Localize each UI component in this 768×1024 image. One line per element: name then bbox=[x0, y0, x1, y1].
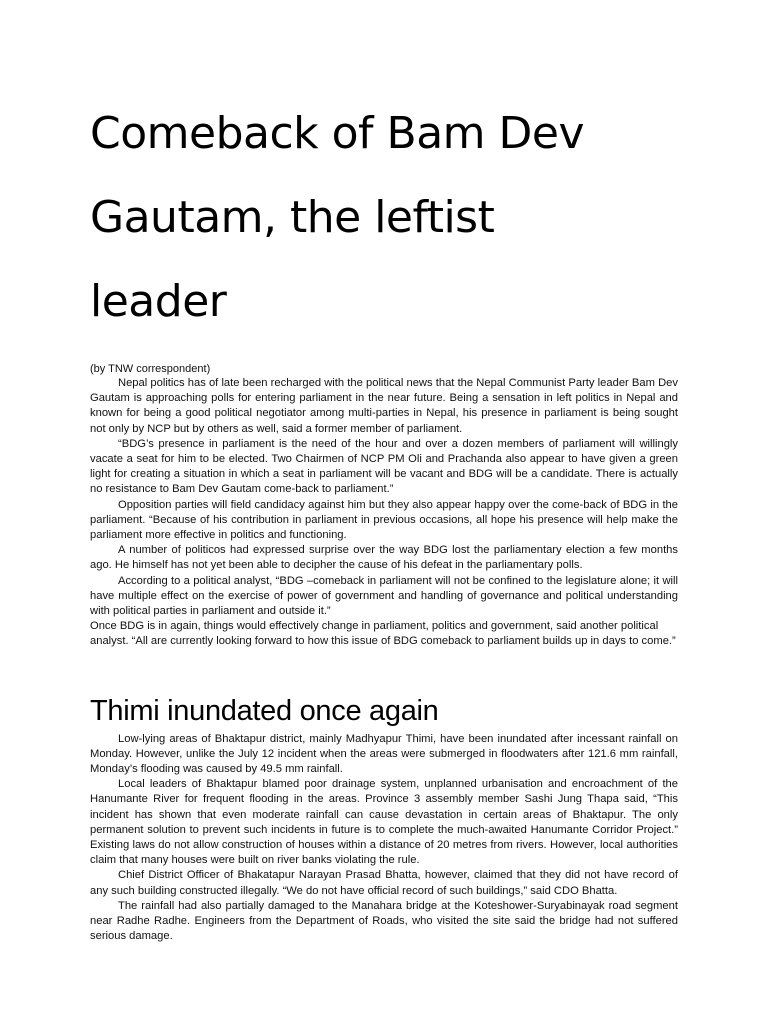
article-1-byline: (by TNW correspondent) bbox=[90, 363, 211, 375]
article-2-headline: Thimi inundated once again bbox=[90, 694, 439, 727]
article-1-paragraph-4: A number of politicos had expressed surprise over the way BDG lost the parliamentary election a few months ago. He himself has not yet been able to decipher the cause of his defeat in the parliamentary polls. bbox=[90, 544, 678, 572]
article-1-paragraph-5: According to a political analyst, “BDG –comeback in parliament will not be confined to the legislature alone; it will have multiple effect on the exercise of power of government and handling of governance and political understanding with political parties in parliament and outside it.” bbox=[90, 574, 678, 618]
article-2-body bbox=[90, 732, 678, 945]
article-2-paragraph-3: Chief District Officer of Bhakatapur Narayan Prasad Bhatta, however, claimed that they did not have record of any such building constructed illegally. “We do not have official record of such buildings,” said CDO Bhatta. bbox=[90, 869, 678, 897]
article-1-paragraph-1: Nepal politics has of late been recharged with the political news that the Nepal Communist Party leader Bam Dev Gautam is approaching polls for entering parliament in the near future. Being a sensation in left politics in Nepal and known for being a good political negotiator among multi-parties in Nepal, his presence in parliament is being sought not only by NCP but by others as well, said a former member of parliament. bbox=[90, 377, 678, 435]
headline-line-1: Comeback of Bam Dev bbox=[90, 108, 585, 159]
article-1-headline bbox=[90, 92, 678, 344]
article-2-paragraph-4: The rainfall had also partially damaged to the Manahara bridge at the Koteshower-Suryabinayak road segment near Radhe Radhe. Engineers from the Department of Roads, who visited the site said the bridge had not suffered serious damage. bbox=[90, 899, 678, 943]
article-1-closing-paragraph: Once BDG is in again, things would effectively change in parliament, politics and government, said another political analyst. “All are currently looking forward to how this issue of BDG comeback to parliament builds up in days to come.” bbox=[90, 620, 676, 648]
article-2-paragraph-2: Local leaders of Bhaktapur blamed poor drainage system, unplanned urbanisation and encroachment of the Hanumante River for frequent flooding in the areas. Province 3 assembly member Sashi Jung Thapa said, “This incident has shown that even moderate rainfall can cause devastation in certain areas of Bhaktapur. The only permanent solution to prevent such incidents in future is to complete the much-awaited Hanumante Corridor Project.” Existing laws do not allow construction of houses within a distance of 20 metres from rivers. However, local authorities claim that many houses were built on river banks violating the rule. bbox=[90, 778, 678, 867]
article-1-paragraph-2: “BDG’s presence in parliament is the need of the hour and over a dozen members of parliament will willingly vacate a seat for him to be elected. Two Chairmen of NCP PM Oli and Prachanda also appear to have given a green light for creating a situation in which a seat in parliament will be vacant and BDG will be a candidate. There is actually no resistance to Bam Dev Gautam come-back to parliament.” bbox=[90, 437, 678, 496]
headline-line-2: Gautam, the leftist bbox=[90, 192, 495, 243]
document-content bbox=[90, 92, 678, 945]
article-1-paragraph-3: Opposition parties will field candidacy against him but they also appear happy over the come-back of BDG in the parliament. “Because of his contribution in parliament in previous occasions, all hope his presence will help make the parliament more effective in politics and functioning. bbox=[90, 498, 678, 542]
headline-line-3: leader bbox=[90, 276, 227, 327]
article-2-paragraph-1: Low-lying areas of Bhaktapur district, mainly Madhyapur Thimi, have been inundated after incessant rainfall on Monday. However, unlike the July 12 incident when the areas were submerged in floodwaters after 121.6 mm rainfall, Monday’s flooding was caused by 49.5 mm rainfall. bbox=[90, 732, 678, 776]
article-1-body bbox=[90, 376, 678, 650]
